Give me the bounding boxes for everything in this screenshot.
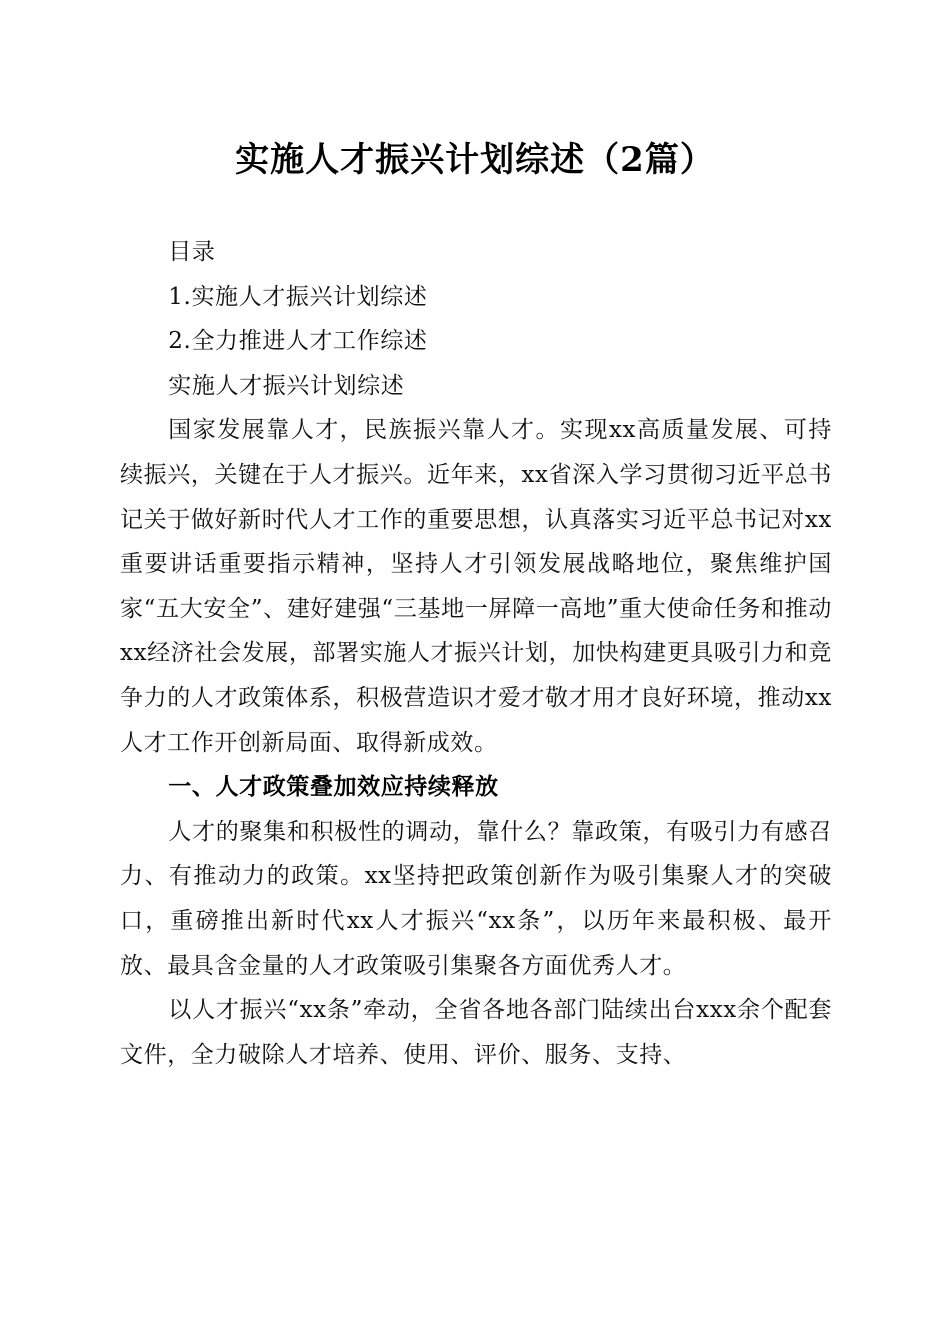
- section-paragraph-2: 以人才振兴“xx条”牵动，全省各地各部门陆续出台xxx余个配套文件，全力破除人才培养、使用、评价、服务、支持、: [120, 997, 832, 1068]
- toc-item-2: 2.全力推进人才工作综述: [168, 328, 428, 355]
- article-title: 实施人才振兴计划综述: [168, 372, 405, 399]
- document-title: 实施人才振兴计划综述（2篇）: [235, 140, 715, 180]
- section-heading: 一、人才政策叠加效应持续释放: [168, 774, 499, 801]
- intro-paragraph: 国家发展靠人才，民族振兴靠人才。实现xx高质量发展、可持续振兴，关键在于人才振兴。近年来，xx省深入学习贯彻习近平总书记关于做好新时代人才工作的重要思想，认真落实习近平总书记对xx重要讲话重要指示精神，坚持人才引领发展战略地位，聚焦维护国家“五大安全”、建好建强“三基地一屏障一高地”重大使命任务和推动xx经济社会发展，部署实施人才振兴计划，加快构建更具吸引力和竞争力的人才政策体系，积极营造识才爱才敬才用才良好环境，推动xx人才工作开创新局面、取得新成效。: [120, 417, 832, 756]
- section-paragraph-1: 人才的聚集和积极性的调动，靠什么？靠政策，有吸引力有感召力、有推动力的政策。xx坚持把政策创新作为吸引集聚人才的突破口，重磅推出新时代xx人才振兴“xx条”，以历年来最积极、最开放、最具含金量的人才政策吸引集聚各方面优秀人才。: [120, 818, 832, 979]
- document-body: [120, 230, 832, 1077]
- toc-label: 目录: [168, 239, 216, 265]
- toc-item-1: 1.实施人才振兴计划综述: [168, 283, 428, 310]
